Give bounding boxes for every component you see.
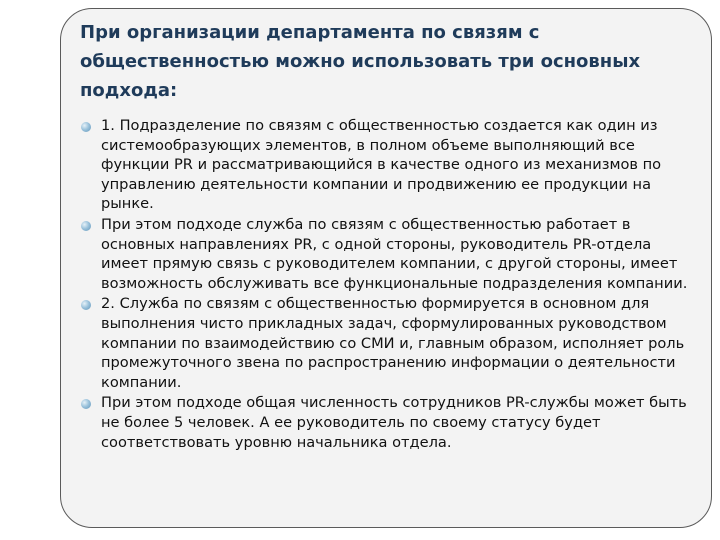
- list-item: [80, 294, 690, 392]
- bullet-text: При этом подходе служба по связям с общественностью работает в основных направлениях PR, с одной стороны, руководитель PR-отдела имеет прямую связь с руководителем компании, с другой стороны, имеет возможность обслуживать все функциональные подразделения компании.: [101, 215, 688, 292]
- bullet-list: [80, 116, 690, 453]
- slide-title: При организации департамента по связям с общественностью можно использовать три основных подхода:: [80, 22, 641, 101]
- bullet-dot-icon: [81, 221, 91, 231]
- bullet-dot-icon: [81, 399, 91, 409]
- bullet-text: 1. Подразделение по связям с общественностью создается как один из системообразующих элементов, в полном объеме выполняющий все функции PR и рассматривающийся в качестве одного из механизмов по управлению деятельности компании и продвижению ее продукции на рынке.: [101, 117, 662, 213]
- list-item: [80, 116, 690, 214]
- list-item: [80, 215, 690, 293]
- bullet-text: 2. Служба по связям с общественностью формируется в основном для выполнения чисто прикладных задач, сформулированных руководством компании по взаимодействию со СМИ и, главным образом, исполняет роль промежуточного звена по распространению информации о деятельности компании.: [101, 295, 685, 391]
- bullet-dot-icon: [81, 122, 91, 132]
- bullet-text: При этом подходе общая численность сотрудников PR-службы может быть не более 5 человек. А ее руководитель по своему статусу будет соответствовать уровню начальника отдела.: [101, 394, 687, 451]
- bullet-dot-icon: [81, 300, 91, 310]
- list-item: [80, 393, 690, 452]
